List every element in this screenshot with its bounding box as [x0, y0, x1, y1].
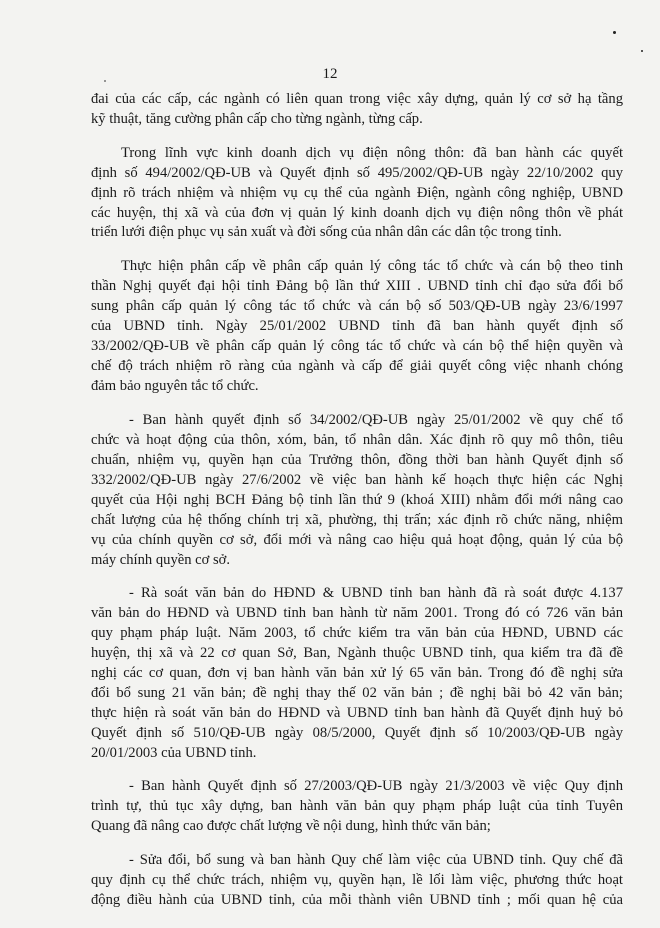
- text-line: Trong lĩnh vực kinh doanh dịch vụ điện nông thôn: đã ban hành các quyết: [121, 145, 623, 161]
- text-line: - Rà soát văn bản do HĐND & UBND tỉnh ban hành đã rà soát được 4.137: [129, 585, 623, 601]
- text-line: máy chính quyền cơ sở.: [91, 552, 231, 568]
- text-line: văn bản do HĐND và UBND tỉnh ban hành từ năm 2001. Trong đó có 726 văn bản: [91, 605, 623, 621]
- text-line: sung phân cấp quản lý công tác tổ chức và cán bộ số 503/QĐ-UB ngày 23/6/1997: [91, 298, 623, 314]
- text-line: thần Nghị quyết đại hội tỉnh Đảng bộ lần thứ XIII . UBND tỉnh chỉ đạo sửa đổi bổ: [91, 278, 623, 294]
- text-line: quy phạm pháp luật. Năm 2003, tổ chức kiểm tra văn bản của HĐND, UBND các: [91, 625, 623, 641]
- text-line: quyết của Hội nghị BCH Đảng bộ tỉnh lần thứ 9 (khoá XIII) nhằm đổi mới nâng cao: [91, 492, 623, 508]
- page-number: 12: [322, 66, 338, 82]
- text-line: định số 494/2002/QĐ-UB và Quyết định số 495/2002/QĐ-UB ngày 22/10/2002 quy: [91, 165, 623, 181]
- text-line: các huyện, thị xã và của đơn vị quản lý kinh doanh dịch vụ điện nông thôn về phát: [91, 205, 623, 221]
- text-line: định rõ trách nhiệm và nhiệm vụ cụ thể của ngành Điện, ngành công nghiệp, UBND: [91, 185, 623, 201]
- text-line: của UBND tỉnh. Ngày 25/01/2002 UBND tỉnh đã ban hành quyết định số: [91, 318, 623, 334]
- text-line: Quyết định số 510/QĐ-UB ngày 08/5/2000, Quyết định số 10/2003/QĐ-UB ngày: [91, 725, 623, 741]
- scan-speck: [613, 31, 616, 34]
- text-line: vụ của chính quyền cơ sở, đổi mới và nâng cao hiệu quả hoạt động, quản lý của bộ: [91, 532, 623, 548]
- text-line: trình tự, thủ tục xây dựng, ban hành văn bản quy phạm pháp luật của tỉnh Tuyên: [91, 798, 623, 814]
- text-line: - Ban hành quyết định số 34/2002/QĐ-UB ngày 25/01/2002 về quy chế tổ: [129, 412, 623, 428]
- scan-speck: [641, 50, 643, 52]
- text-line: quy định cụ thể chức trách, nhiệm vụ, quyền hạn, lề lối làm việc, phương thức hoạt: [91, 872, 623, 888]
- text-line: huyện, thị xã và 22 cơ quan Sở, Ban, Ngành thuộc UBND tỉnh, qua kiểm tra đã đề: [91, 645, 623, 661]
- text-line: thực hiện rà soát văn bản do HĐND và UBND tỉnh ban hành đã Quyết định huỷ bỏ: [91, 705, 623, 721]
- text-line: kỹ thuật, tăng cường phân cấp cho từng ngành, từng cấp.: [91, 111, 423, 127]
- text-line: nghị các cơ quan, đơn vị ban hành văn bản xử lý 65 văn bản. Trong đó đề nghị sửa: [91, 665, 623, 681]
- text-line: triển lưới điện phục vụ sản xuất và đời sống của nhân dân các dân tộc trong tỉnh.: [91, 224, 562, 240]
- text-line: đổi bổ sung 21 văn bản; đề nghị thay thế 02 văn bản ; đề nghị bãi bỏ 42 văn bản;: [91, 685, 623, 701]
- text-line: - Sửa đổi, bổ sung và ban hành Quy chế làm việc của UBND tỉnh. Quy chế đã: [129, 852, 623, 868]
- text-line: Quang đã nâng cao được chất lượng về nội dung, hình thức văn bản;: [91, 818, 491, 834]
- text-line: đảm bảo nguyên tắc tổ chức.: [91, 378, 259, 394]
- scan-speck: [104, 80, 106, 82]
- text-line: 33/2002/QĐ-UB về phân cấp quản lý công tác tổ chức và cán bộ thể hiện quyền và: [91, 338, 623, 354]
- text-line: 20/01/2003 của UBND tỉnh.: [91, 745, 257, 761]
- text-line: 332/2002/QĐ-UB ngày 27/6/2002 về việc ban hành kế hoạch thực hiện các Nghị: [91, 472, 623, 488]
- text-line: - Ban hành Quyết định số 27/2003/QĐ-UB ngày 21/3/2003 về việc Quy định: [129, 778, 623, 794]
- text-line: Thực hiện phân cấp về phân cấp quản lý công tác tổ chức và cán bộ theo tinh: [121, 258, 623, 274]
- text-line: động điều hành của UBND tỉnh, của mỗi thành viên UBND tỉnh ; mối quan hệ của: [91, 892, 623, 908]
- text-line: chức và hoạt động của thôn, xóm, bản, tổ nhân dân. Xác định rõ quy mô thôn, tiêu: [91, 432, 623, 448]
- text-line: đai của các cấp, các ngành có liên quan trong việc xây dựng, quản lý cơ sở hạ tầng: [91, 91, 623, 107]
- text-line: chế độ trách nhiệm rõ ràng của ngành và cấp để giải quyết công việc nhanh chóng: [91, 358, 623, 374]
- text-line: chất lượng của hệ thống chính trị xã, phường, thị trấn; xác định rõ chức năng, nhiệm: [91, 512, 623, 528]
- text-line: chuẩn, nhiệm vụ, quyền hạn của Trưởng thôn, đồng thời ban hành Quyết định số: [91, 452, 623, 468]
